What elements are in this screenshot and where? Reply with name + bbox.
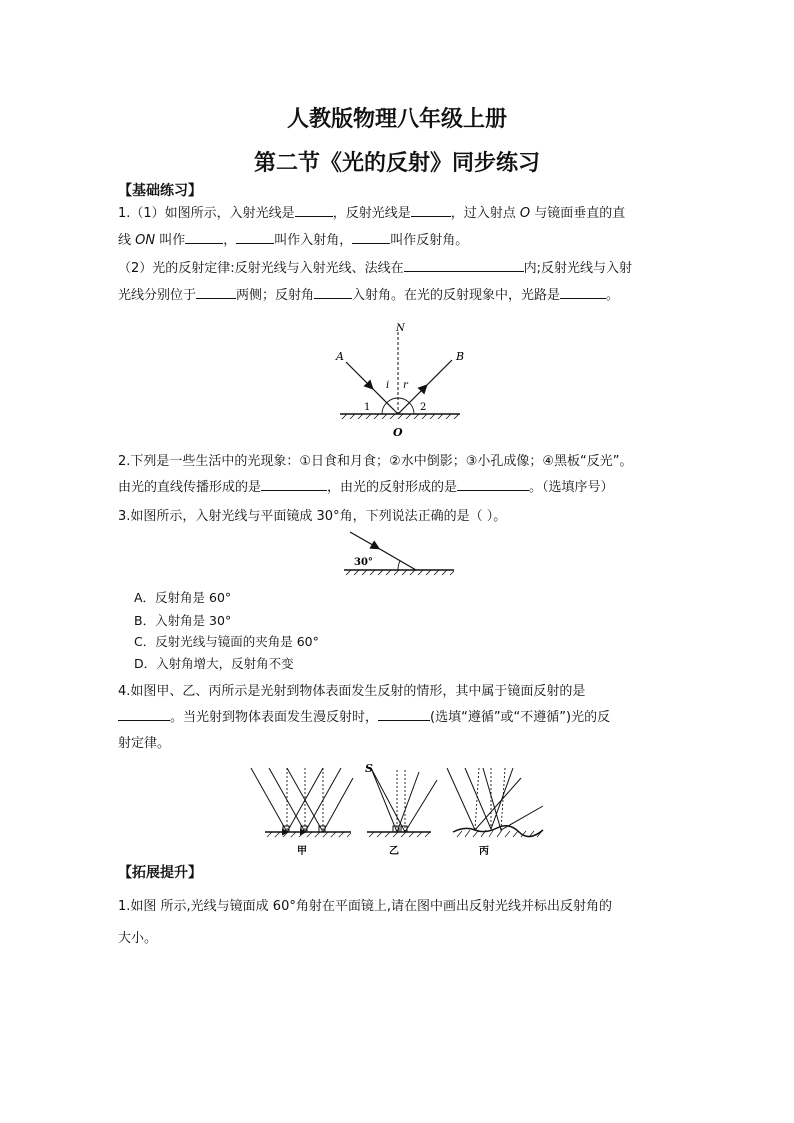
- page-title: 人教版物理八年级上册: [286, 106, 507, 132]
- q3-stem: 3.如图所示，入射光线与平面镜成 30°角，下列说法正确的是（ ）。: [118, 509, 507, 524]
- angle-30-label: 30°: [354, 557, 373, 568]
- q4-line-1: 4.如图甲、乙、丙所示是光射到物体表面发生反射的情形，其中属于镜面反射的是: [118, 684, 586, 699]
- q3-option-d: D．入射角增大，反射角不变: [134, 656, 294, 671]
- ext-q1-line-1: 1.如图 所示,光线与镜面成 60°角射在平面镜上,请在图中画出反射光线并标出反射角的: [118, 899, 612, 914]
- second-reflection-figure: [365, 762, 437, 857]
- q4-line-3: 射定律。: [118, 736, 171, 751]
- label-A: A: [336, 350, 344, 363]
- label-2: 2: [420, 402, 427, 413]
- q1-line-4: 光线分别位于 两侧；反射角 入射角。在光的反射现象中，光路是 。: [118, 288, 620, 303]
- label-r: r: [403, 380, 408, 391]
- page-subtitle: 第二节《光的反射》同步练习: [253, 150, 540, 176]
- specular-reflection-figure: [251, 768, 353, 857]
- label-B: B: [456, 350, 465, 363]
- q3-option-c: C．反射光线与镜面的夹角是 60°: [134, 634, 319, 649]
- reflection-types-diagram: [243, 760, 553, 858]
- reflection-diagram-1: [320, 318, 480, 443]
- q1-line-3: （2）光的反射定律:反射光线与入射光线、法线在 内;反射光线与入射: [118, 261, 633, 276]
- label-N: N: [396, 323, 405, 334]
- q4-line-2: 。当光射到物体表面发生漫反射时， (选填“遵循”或“不遵循”)光的反: [118, 706, 610, 725]
- diffuse-reflection-figure: [447, 768, 543, 857]
- label-jia: 甲: [297, 846, 307, 857]
- label-bing: 丙: [479, 846, 489, 857]
- q1-line-2: 线 ON 叫作 ， 叫作入射角， 叫作反射角。: [118, 233, 469, 248]
- section-extension-heading: 【拓展提升】: [118, 865, 202, 881]
- label-i: i: [386, 380, 390, 391]
- q2-line-1: 2.下列是一些生活中的光现象：①日食和月食；②水中倒影；③小孔成像；④黑板“反光”。: [118, 454, 633, 469]
- label-O: O: [393, 426, 403, 439]
- label-yi: 乙: [389, 846, 399, 857]
- label-1: 1: [364, 402, 371, 413]
- section-basic-heading: 【基础练习】: [118, 183, 202, 199]
- q2-line-2: 由光的直线传播形成的是 ，由光的反射形成的是 。（选填序号）: [118, 480, 614, 495]
- q1-line-1: 1.（1）如图所示，入射光线是 ，反射光线是 ，过入射点 O 与镜面垂直的直: [118, 206, 626, 221]
- ext-q1-line-2: 大小。: [118, 931, 158, 946]
- q3-option-a: A．反射角是 60°: [134, 590, 232, 605]
- label-S: S: [365, 762, 373, 775]
- q3-option-b: B．入射角是 30°: [134, 613, 232, 628]
- mirror-30deg-diagram: [338, 526, 458, 578]
